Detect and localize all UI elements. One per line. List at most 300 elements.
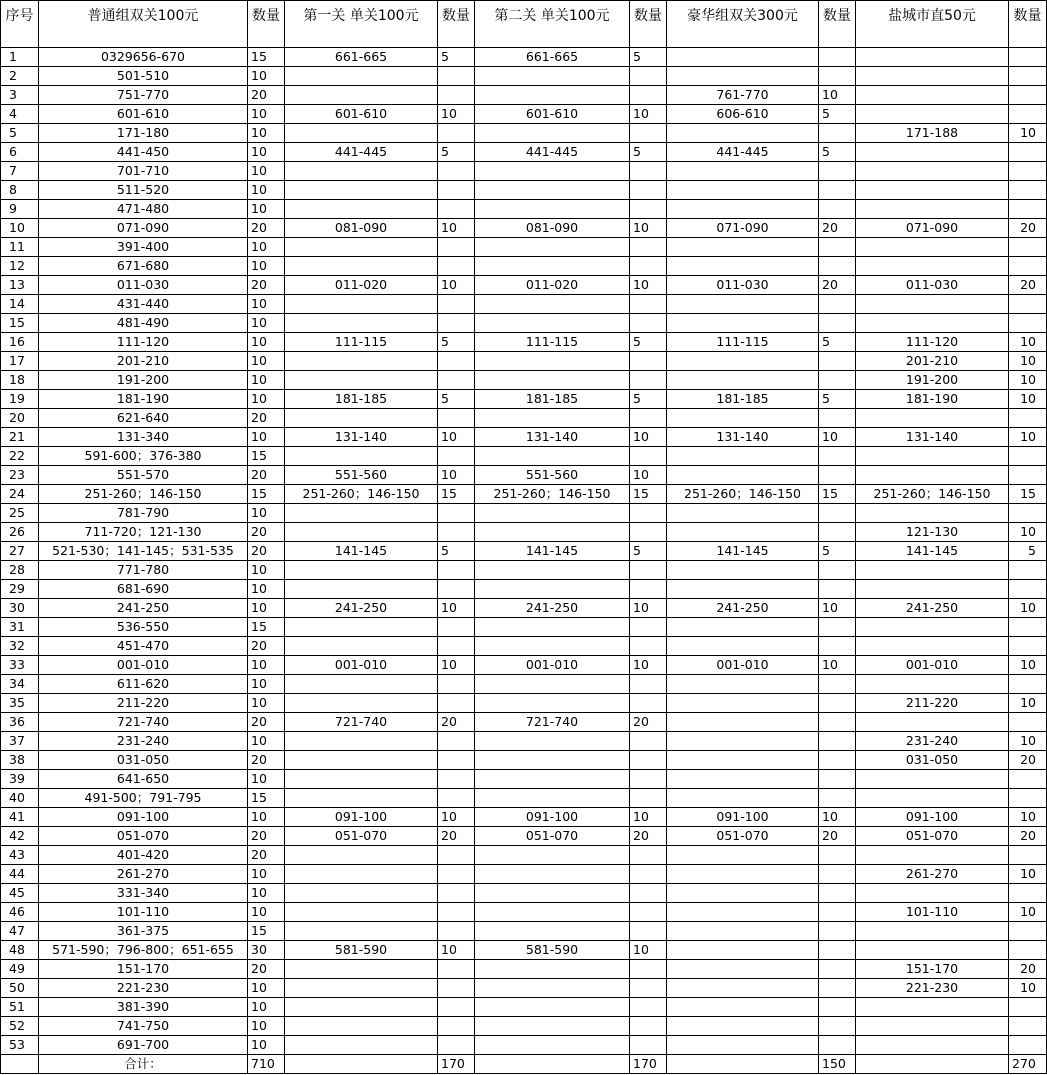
round2-range-cell xyxy=(475,200,630,219)
quantity-cell: 10 xyxy=(438,428,475,447)
quantity-cell xyxy=(438,314,475,333)
regular-range-cell: 0329656-670 xyxy=(39,48,248,67)
table-row xyxy=(1,200,1047,219)
round1-range-cell xyxy=(285,124,438,143)
deluxe-range-cell: 251-260；146-150 xyxy=(667,485,819,504)
quantity-cell: 10 xyxy=(248,694,285,713)
round1-range-cell xyxy=(285,751,438,770)
quantity-cell: 10 xyxy=(630,599,667,618)
quantity-cell: 10 xyxy=(630,219,667,238)
deluxe-range-cell xyxy=(667,181,819,200)
round1-range-cell xyxy=(285,922,438,941)
deluxe-range-cell xyxy=(667,238,819,257)
yancheng-range-cell: 101-110 xyxy=(856,903,1009,922)
serial-cell: 12 xyxy=(1,257,39,276)
serial-cell: 6 xyxy=(1,143,39,162)
round1-range-cell xyxy=(285,523,438,542)
quantity-cell: 10 xyxy=(630,466,667,485)
round1-range-cell xyxy=(285,295,438,314)
table-row xyxy=(1,770,1047,789)
quantity-cell xyxy=(630,200,667,219)
round2-range-cell xyxy=(475,922,630,941)
round1-range-cell: 181-185 xyxy=(285,390,438,409)
quantity-cell xyxy=(819,238,856,257)
regular-range-cell: 671-680 xyxy=(39,257,248,276)
regular-range-cell: 051-070 xyxy=(39,827,248,846)
total-cell: 270 xyxy=(1009,1055,1047,1074)
deluxe-range-cell xyxy=(667,618,819,637)
quantity-cell xyxy=(819,637,856,656)
round2-range-cell: 141-145 xyxy=(475,542,630,561)
serial-cell: 37 xyxy=(1,732,39,751)
quantity-cell xyxy=(819,295,856,314)
quantity-cell xyxy=(819,314,856,333)
quantity-cell xyxy=(438,1017,475,1036)
quantity-cell: 15 xyxy=(248,922,285,941)
table-row xyxy=(1,713,1047,732)
round1-range-cell xyxy=(285,352,438,371)
table-row xyxy=(1,181,1047,200)
round1-range-cell xyxy=(285,86,438,105)
deluxe-range-cell xyxy=(667,295,819,314)
total-cell xyxy=(1,1055,39,1074)
regular-range-cell: 771-780 xyxy=(39,561,248,580)
regular-range-cell: 111-120 xyxy=(39,333,248,352)
regular-range-cell: 231-240 xyxy=(39,732,248,751)
quantity-cell: 10 xyxy=(1009,903,1047,922)
total-cell xyxy=(475,1055,630,1074)
quantity-cell xyxy=(1009,713,1047,732)
quantity-cell xyxy=(630,181,667,200)
round2-range-cell xyxy=(475,1036,630,1055)
round1-range-cell xyxy=(285,1036,438,1055)
yancheng-range-cell: 201-210 xyxy=(856,352,1009,371)
quantity-cell xyxy=(438,675,475,694)
quantity-cell xyxy=(630,409,667,428)
quantity-cell: 20 xyxy=(248,466,285,485)
quantity-cell: 10 xyxy=(1009,979,1047,998)
quantity-cell: 10 xyxy=(248,808,285,827)
round2-range-cell: 081-090 xyxy=(475,219,630,238)
round2-range-cell xyxy=(475,1017,630,1036)
serial-cell: 24 xyxy=(1,485,39,504)
regular-range-cell: 681-690 xyxy=(39,580,248,599)
quantity-cell: 10 xyxy=(248,314,285,333)
deluxe-range-cell xyxy=(667,409,819,428)
regular-range-cell: 361-375 xyxy=(39,922,248,941)
regular-range-cell: 031-050 xyxy=(39,751,248,770)
round1-range-cell xyxy=(285,162,438,181)
quantity-cell xyxy=(819,257,856,276)
regular-range-cell: 591-600；376-380 xyxy=(39,447,248,466)
quantity-cell xyxy=(819,865,856,884)
quantity-cell: 20 xyxy=(248,846,285,865)
quantity-cell xyxy=(438,86,475,105)
serial-cell: 2 xyxy=(1,67,39,86)
quantity-cell xyxy=(819,580,856,599)
round1-range-cell xyxy=(285,732,438,751)
yancheng-range-cell xyxy=(856,257,1009,276)
table-row xyxy=(1,789,1047,808)
quantity-cell xyxy=(1009,86,1047,105)
table-row xyxy=(1,352,1047,371)
quantity-cell: 10 xyxy=(438,656,475,675)
round2-range-cell xyxy=(475,789,630,808)
deluxe-range-cell xyxy=(667,447,819,466)
round1-range-cell xyxy=(285,694,438,713)
quantity-cell: 10 xyxy=(1009,333,1047,352)
round2-range-cell xyxy=(475,257,630,276)
quantity-cell: 10 xyxy=(630,808,667,827)
round1-range-cell: 241-250 xyxy=(285,599,438,618)
yancheng-range-cell: 141-145 xyxy=(856,542,1009,561)
quantity-cell: 20 xyxy=(248,542,285,561)
yancheng-range-cell xyxy=(856,143,1009,162)
quantity-cell xyxy=(1009,561,1047,580)
serial-cell: 42 xyxy=(1,827,39,846)
deluxe-range-cell xyxy=(667,124,819,143)
regular-range-cell: 571-590；796-800；651-655 xyxy=(39,941,248,960)
quantity-cell xyxy=(438,903,475,922)
quantity-cell xyxy=(630,295,667,314)
table-row xyxy=(1,295,1047,314)
round2-range-cell xyxy=(475,352,630,371)
quantity-cell: 10 xyxy=(248,257,285,276)
serial-cell: 33 xyxy=(1,656,39,675)
quantity-cell: 10 xyxy=(248,105,285,124)
round1-range-cell: 251-260；146-150 xyxy=(285,485,438,504)
header-cell-regular-group: 普通组双关100元 xyxy=(39,1,248,48)
round2-range-cell: 241-250 xyxy=(475,599,630,618)
quantity-cell xyxy=(819,846,856,865)
total-cell: 170 xyxy=(630,1055,667,1074)
regular-range-cell: 781-790 xyxy=(39,504,248,523)
quantity-cell: 5 xyxy=(438,143,475,162)
serial-cell: 17 xyxy=(1,352,39,371)
quantity-cell: 20 xyxy=(248,409,285,428)
round2-range-cell xyxy=(475,751,630,770)
quantity-cell: 5 xyxy=(630,333,667,352)
quantity-cell: 10 xyxy=(248,998,285,1017)
quantity-cell: 10 xyxy=(819,808,856,827)
round2-range-cell: 001-010 xyxy=(475,656,630,675)
round1-range-cell xyxy=(285,675,438,694)
round2-range-cell: 551-560 xyxy=(475,466,630,485)
round1-range-cell xyxy=(285,1017,438,1036)
round1-range-cell xyxy=(285,884,438,903)
deluxe-range-cell xyxy=(667,998,819,1017)
serial-cell: 15 xyxy=(1,314,39,333)
serial-cell: 48 xyxy=(1,941,39,960)
quantity-cell xyxy=(630,675,667,694)
round2-range-cell xyxy=(475,124,630,143)
yancheng-range-cell xyxy=(856,105,1009,124)
deluxe-range-cell: 606-610 xyxy=(667,105,819,124)
quantity-cell: 30 xyxy=(248,941,285,960)
round2-range-cell xyxy=(475,162,630,181)
quantity-cell: 10 xyxy=(248,979,285,998)
yancheng-range-cell xyxy=(856,884,1009,903)
quantity-cell xyxy=(819,998,856,1017)
table-row xyxy=(1,143,1047,162)
table-row xyxy=(1,504,1047,523)
round1-range-cell: 581-590 xyxy=(285,941,438,960)
quantity-cell: 10 xyxy=(1009,523,1047,542)
serial-cell: 20 xyxy=(1,409,39,428)
serial-cell: 7 xyxy=(1,162,39,181)
quantity-cell xyxy=(438,200,475,219)
regular-range-cell: 261-270 xyxy=(39,865,248,884)
quantity-cell: 10 xyxy=(1009,865,1047,884)
yancheng-range-cell xyxy=(856,314,1009,333)
round2-range-cell: 011-020 xyxy=(475,276,630,295)
quantity-cell: 10 xyxy=(248,238,285,257)
serial-cell: 35 xyxy=(1,694,39,713)
serial-cell: 49 xyxy=(1,960,39,979)
quantity-cell xyxy=(438,732,475,751)
round2-range-cell: 181-185 xyxy=(475,390,630,409)
quantity-cell xyxy=(819,1017,856,1036)
round1-range-cell xyxy=(285,789,438,808)
regular-range-cell: 001-010 xyxy=(39,656,248,675)
yancheng-range-cell xyxy=(856,162,1009,181)
yancheng-range-cell xyxy=(856,67,1009,86)
quantity-cell xyxy=(630,865,667,884)
quantity-cell xyxy=(1009,181,1047,200)
round1-range-cell: 441-445 xyxy=(285,143,438,162)
serial-cell: 10 xyxy=(1,219,39,238)
quantity-cell: 10 xyxy=(248,124,285,143)
header-cell-quantity: 数量 xyxy=(630,1,667,48)
round2-range-cell: 111-115 xyxy=(475,333,630,352)
yancheng-range-cell xyxy=(856,1017,1009,1036)
deluxe-range-cell xyxy=(667,960,819,979)
quantity-cell xyxy=(630,561,667,580)
round2-range-cell xyxy=(475,371,630,390)
quantity-cell: 15 xyxy=(248,485,285,504)
quantity-cell xyxy=(438,922,475,941)
regular-range-cell: 751-770 xyxy=(39,86,248,105)
deluxe-range-cell xyxy=(667,675,819,694)
quantity-cell xyxy=(819,751,856,770)
serial-cell: 31 xyxy=(1,618,39,637)
round2-range-cell xyxy=(475,618,630,637)
quantity-cell xyxy=(1009,162,1047,181)
table-row xyxy=(1,998,1047,1017)
round2-range-cell xyxy=(475,181,630,200)
quantity-cell xyxy=(630,903,667,922)
deluxe-range-cell xyxy=(667,67,819,86)
quantity-cell: 20 xyxy=(819,276,856,295)
quantity-cell xyxy=(819,789,856,808)
table-row xyxy=(1,960,1047,979)
table-row xyxy=(1,162,1047,181)
quantity-cell xyxy=(438,960,475,979)
round2-range-cell xyxy=(475,523,630,542)
deluxe-range-cell xyxy=(667,941,819,960)
quantity-cell: 10 xyxy=(248,1036,285,1055)
quantity-cell: 20 xyxy=(248,523,285,542)
quantity-cell: 10 xyxy=(438,599,475,618)
quantity-cell xyxy=(438,409,475,428)
quantity-cell: 10 xyxy=(248,656,285,675)
quantity-cell: 20 xyxy=(248,960,285,979)
quantity-cell xyxy=(1009,770,1047,789)
round2-range-cell: 251-260；146-150 xyxy=(475,485,630,504)
yancheng-range-cell: 071-090 xyxy=(856,219,1009,238)
quantity-cell xyxy=(438,561,475,580)
header-cell-deluxe-group: 豪华组双关300元 xyxy=(667,1,819,48)
quantity-cell xyxy=(819,561,856,580)
deluxe-range-cell xyxy=(667,466,819,485)
table-row xyxy=(1,808,1047,827)
quantity-cell: 5 xyxy=(819,333,856,352)
quantity-cell: 10 xyxy=(819,428,856,447)
quantity-cell: 15 xyxy=(630,485,667,504)
round2-range-cell xyxy=(475,770,630,789)
quantity-cell: 20 xyxy=(248,713,285,732)
regular-range-cell: 171-180 xyxy=(39,124,248,143)
regular-range-cell: 201-210 xyxy=(39,352,248,371)
serial-cell: 18 xyxy=(1,371,39,390)
round1-range-cell xyxy=(285,238,438,257)
serial-cell: 11 xyxy=(1,238,39,257)
quantity-cell: 10 xyxy=(248,352,285,371)
quantity-cell: 20 xyxy=(630,827,667,846)
quantity-cell: 10 xyxy=(438,466,475,485)
total-cell: 710 xyxy=(248,1055,285,1074)
quantity-cell: 10 xyxy=(248,561,285,580)
quantity-cell xyxy=(1009,238,1047,257)
round2-range-cell: 131-140 xyxy=(475,428,630,447)
table-row xyxy=(1,751,1047,770)
serial-cell: 1 xyxy=(1,48,39,67)
quantity-cell: 20 xyxy=(248,276,285,295)
deluxe-range-cell: 091-100 xyxy=(667,808,819,827)
yancheng-range-cell xyxy=(856,618,1009,637)
table-row xyxy=(1,827,1047,846)
quantity-cell xyxy=(819,922,856,941)
serial-cell: 22 xyxy=(1,447,39,466)
yancheng-range-cell xyxy=(856,770,1009,789)
table-row xyxy=(1,485,1047,504)
yancheng-range-cell xyxy=(856,998,1009,1017)
quantity-cell xyxy=(438,884,475,903)
serial-cell: 40 xyxy=(1,789,39,808)
quantity-cell xyxy=(438,618,475,637)
quantity-cell: 20 xyxy=(248,637,285,656)
quantity-cell xyxy=(1009,637,1047,656)
yancheng-range-cell xyxy=(856,409,1009,428)
quantity-cell xyxy=(1009,67,1047,86)
quantity-cell: 5 xyxy=(1009,542,1047,561)
serial-cell: 39 xyxy=(1,770,39,789)
yancheng-range-cell: 211-220 xyxy=(856,694,1009,713)
quantity-cell: 10 xyxy=(1009,808,1047,827)
deluxe-range-cell xyxy=(667,751,819,770)
quantity-cell: 15 xyxy=(248,447,285,466)
serial-cell: 43 xyxy=(1,846,39,865)
quantity-cell xyxy=(1009,846,1047,865)
quantity-cell: 20 xyxy=(248,86,285,105)
quantity-cell: 10 xyxy=(819,86,856,105)
yancheng-range-cell xyxy=(856,295,1009,314)
quantity-cell xyxy=(438,295,475,314)
quantity-cell: 20 xyxy=(819,827,856,846)
table-row xyxy=(1,105,1047,124)
quantity-cell xyxy=(819,694,856,713)
round2-range-cell xyxy=(475,694,630,713)
total-row xyxy=(1,1055,1047,1074)
deluxe-range-cell xyxy=(667,257,819,276)
serial-cell: 28 xyxy=(1,561,39,580)
quantity-cell: 20 xyxy=(1009,827,1047,846)
serial-cell: 9 xyxy=(1,200,39,219)
round1-range-cell: 051-070 xyxy=(285,827,438,846)
quantity-cell xyxy=(438,238,475,257)
deluxe-range-cell: 051-070 xyxy=(667,827,819,846)
round1-range-cell xyxy=(285,314,438,333)
quantity-cell xyxy=(1009,105,1047,124)
quantity-cell xyxy=(819,48,856,67)
quantity-cell: 10 xyxy=(630,105,667,124)
regular-range-cell: 481-490 xyxy=(39,314,248,333)
deluxe-range-cell xyxy=(667,352,819,371)
header-cell-quantity: 数量 xyxy=(819,1,856,48)
quantity-cell xyxy=(630,314,667,333)
serial-cell: 36 xyxy=(1,713,39,732)
deluxe-range-cell xyxy=(667,580,819,599)
quantity-cell xyxy=(438,257,475,276)
quantity-cell: 15 xyxy=(248,618,285,637)
quantity-cell: 15 xyxy=(248,48,285,67)
regular-range-cell: 491-500；791-795 xyxy=(39,789,248,808)
round2-range-cell: 661-665 xyxy=(475,48,630,67)
deluxe-range-cell: 071-090 xyxy=(667,219,819,238)
regular-range-cell: 621-640 xyxy=(39,409,248,428)
regular-range-cell: 211-220 xyxy=(39,694,248,713)
regular-range-cell: 536-550 xyxy=(39,618,248,637)
round1-range-cell: 661-665 xyxy=(285,48,438,67)
quantity-cell xyxy=(438,865,475,884)
round1-range-cell xyxy=(285,561,438,580)
total-cell xyxy=(856,1055,1009,1074)
quantity-cell: 10 xyxy=(248,884,285,903)
serial-cell: 45 xyxy=(1,884,39,903)
quantity-cell: 15 xyxy=(819,485,856,504)
round1-range-cell xyxy=(285,903,438,922)
serial-cell: 16 xyxy=(1,333,39,352)
yancheng-range-cell xyxy=(856,941,1009,960)
round1-range-cell: 141-145 xyxy=(285,542,438,561)
table-row xyxy=(1,580,1047,599)
table-row xyxy=(1,941,1047,960)
quantity-cell: 10 xyxy=(1009,352,1047,371)
quantity-cell: 10 xyxy=(1009,599,1047,618)
regular-range-cell: 221-230 xyxy=(39,979,248,998)
table-row xyxy=(1,979,1047,998)
deluxe-range-cell xyxy=(667,770,819,789)
deluxe-range-cell: 001-010 xyxy=(667,656,819,675)
total-cell xyxy=(285,1055,438,1074)
table-row xyxy=(1,618,1047,637)
deluxe-range-cell xyxy=(667,561,819,580)
serial-cell: 23 xyxy=(1,466,39,485)
quantity-cell xyxy=(630,67,667,86)
round1-range-cell xyxy=(285,637,438,656)
yancheng-range-cell: 191-200 xyxy=(856,371,1009,390)
yancheng-range-cell xyxy=(856,1036,1009,1055)
